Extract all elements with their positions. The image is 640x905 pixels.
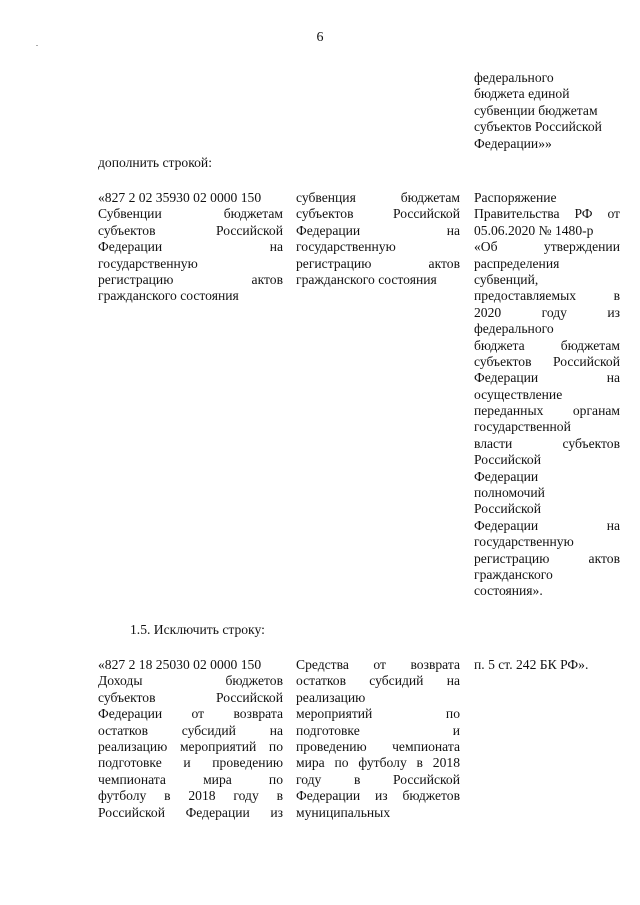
page-number: 6 xyxy=(316,30,324,45)
text-line: остатков субсидий на xyxy=(296,673,460,689)
text-line: Распоряжение xyxy=(474,190,557,205)
text-line: подготовке и проведению xyxy=(98,755,283,771)
row1-name-column xyxy=(296,190,460,288)
text-line: Федерации»» xyxy=(474,135,552,151)
text-line: гражданского состояния xyxy=(296,271,437,287)
text-line: субъектов Российской xyxy=(474,119,602,135)
text-line: государственную xyxy=(296,239,396,255)
text-line: реализацию мероприятий по xyxy=(98,738,283,754)
text-line: Средства от возврата xyxy=(296,657,460,672)
row2-code-column xyxy=(98,657,283,821)
text-line: Российской xyxy=(474,501,541,517)
text-line: Российской Федерации из xyxy=(98,804,283,820)
text-line: мероприятий по xyxy=(296,706,460,722)
text-line: бюджета бюджетам xyxy=(474,337,620,353)
text-line: субъектов Российской xyxy=(98,689,283,705)
text-line: полномочий xyxy=(474,485,545,501)
text-line: году в Российской xyxy=(296,771,460,787)
text-line: федерального xyxy=(474,321,554,337)
text-line: Федерации xyxy=(474,468,539,484)
text-line: гражданского xyxy=(474,566,553,582)
text-line: регистрацию актов xyxy=(296,255,460,271)
text-line: субвенция бюджетам xyxy=(296,190,460,205)
text-line: субвенций, xyxy=(474,271,539,287)
text-line: Правительства РФ от xyxy=(474,206,620,222)
text-line: п. 5 ст. 242 БК РФ». xyxy=(474,657,589,672)
text-line: 05.06.2020 № 1480-р xyxy=(474,222,594,238)
text-line: остатков субсидий на xyxy=(98,722,283,738)
row1-basis-column xyxy=(474,190,620,600)
text-line: проведению чемпионата xyxy=(296,738,460,754)
row2-basis-column xyxy=(474,657,620,673)
row1-code-column xyxy=(98,190,283,305)
text-line: бюджета единой xyxy=(474,86,570,102)
text-line: субъектов Российской xyxy=(296,206,460,222)
text-line: 2020 году из xyxy=(474,304,620,320)
row2-name-column xyxy=(296,657,460,821)
text-line: чемпионата мира по xyxy=(98,771,283,787)
text-line: муниципальных xyxy=(296,804,391,820)
text-line: предоставляемых в xyxy=(474,288,620,304)
text-line: федерального xyxy=(474,70,554,85)
text-line: осуществление xyxy=(474,386,563,402)
text-line: Федерации от возврата xyxy=(98,706,283,722)
text-line: субъектов Российской xyxy=(474,353,620,369)
text-line: Российской xyxy=(474,452,541,468)
text-line: регистрацию актов xyxy=(474,550,620,566)
text-line: регистрацию актов xyxy=(98,271,283,287)
text-line: гражданского состояния xyxy=(98,288,239,304)
text-line: «Об утверждении xyxy=(474,239,620,255)
text-line: «827 2 18 25030 02 0000 150 xyxy=(98,657,262,672)
text-line: власти субъектов xyxy=(474,435,620,451)
text-line: государственной xyxy=(474,419,571,435)
text-line: субъектов Российской xyxy=(98,222,283,238)
text-line: Доходы бюджетов xyxy=(98,673,283,689)
text-line: мира по футболу в 2018 xyxy=(296,755,460,771)
text-line: реализацию xyxy=(296,689,366,705)
text-line: субвенции бюджетам xyxy=(474,102,598,118)
exclude-row-instruction: 1.5. Исключить строку: xyxy=(130,622,265,637)
text-line: «827 2 02 35930 02 0000 150 xyxy=(98,190,262,205)
text-line: Федерации на xyxy=(474,517,620,533)
text-line: Субвенции бюджетам xyxy=(98,206,283,222)
text-line: Федерации на xyxy=(98,239,283,255)
text-line: распределения xyxy=(474,255,560,271)
text-line: Федерации из бюджетов xyxy=(296,788,460,804)
text-line: переданных органам xyxy=(474,403,620,419)
top-right-continuation-text xyxy=(474,70,622,152)
text-line: футболу в 2018 году в xyxy=(98,788,283,804)
text-line: Федерации на xyxy=(296,222,460,238)
text-line: Федерации на xyxy=(474,370,620,386)
add-row-instruction: дополнить строкой: xyxy=(98,155,212,170)
text-line: подготовке и xyxy=(296,722,460,738)
text-line: состояния». xyxy=(474,583,543,599)
text-line: государственную xyxy=(98,255,198,271)
text-line: государственную xyxy=(474,534,574,550)
